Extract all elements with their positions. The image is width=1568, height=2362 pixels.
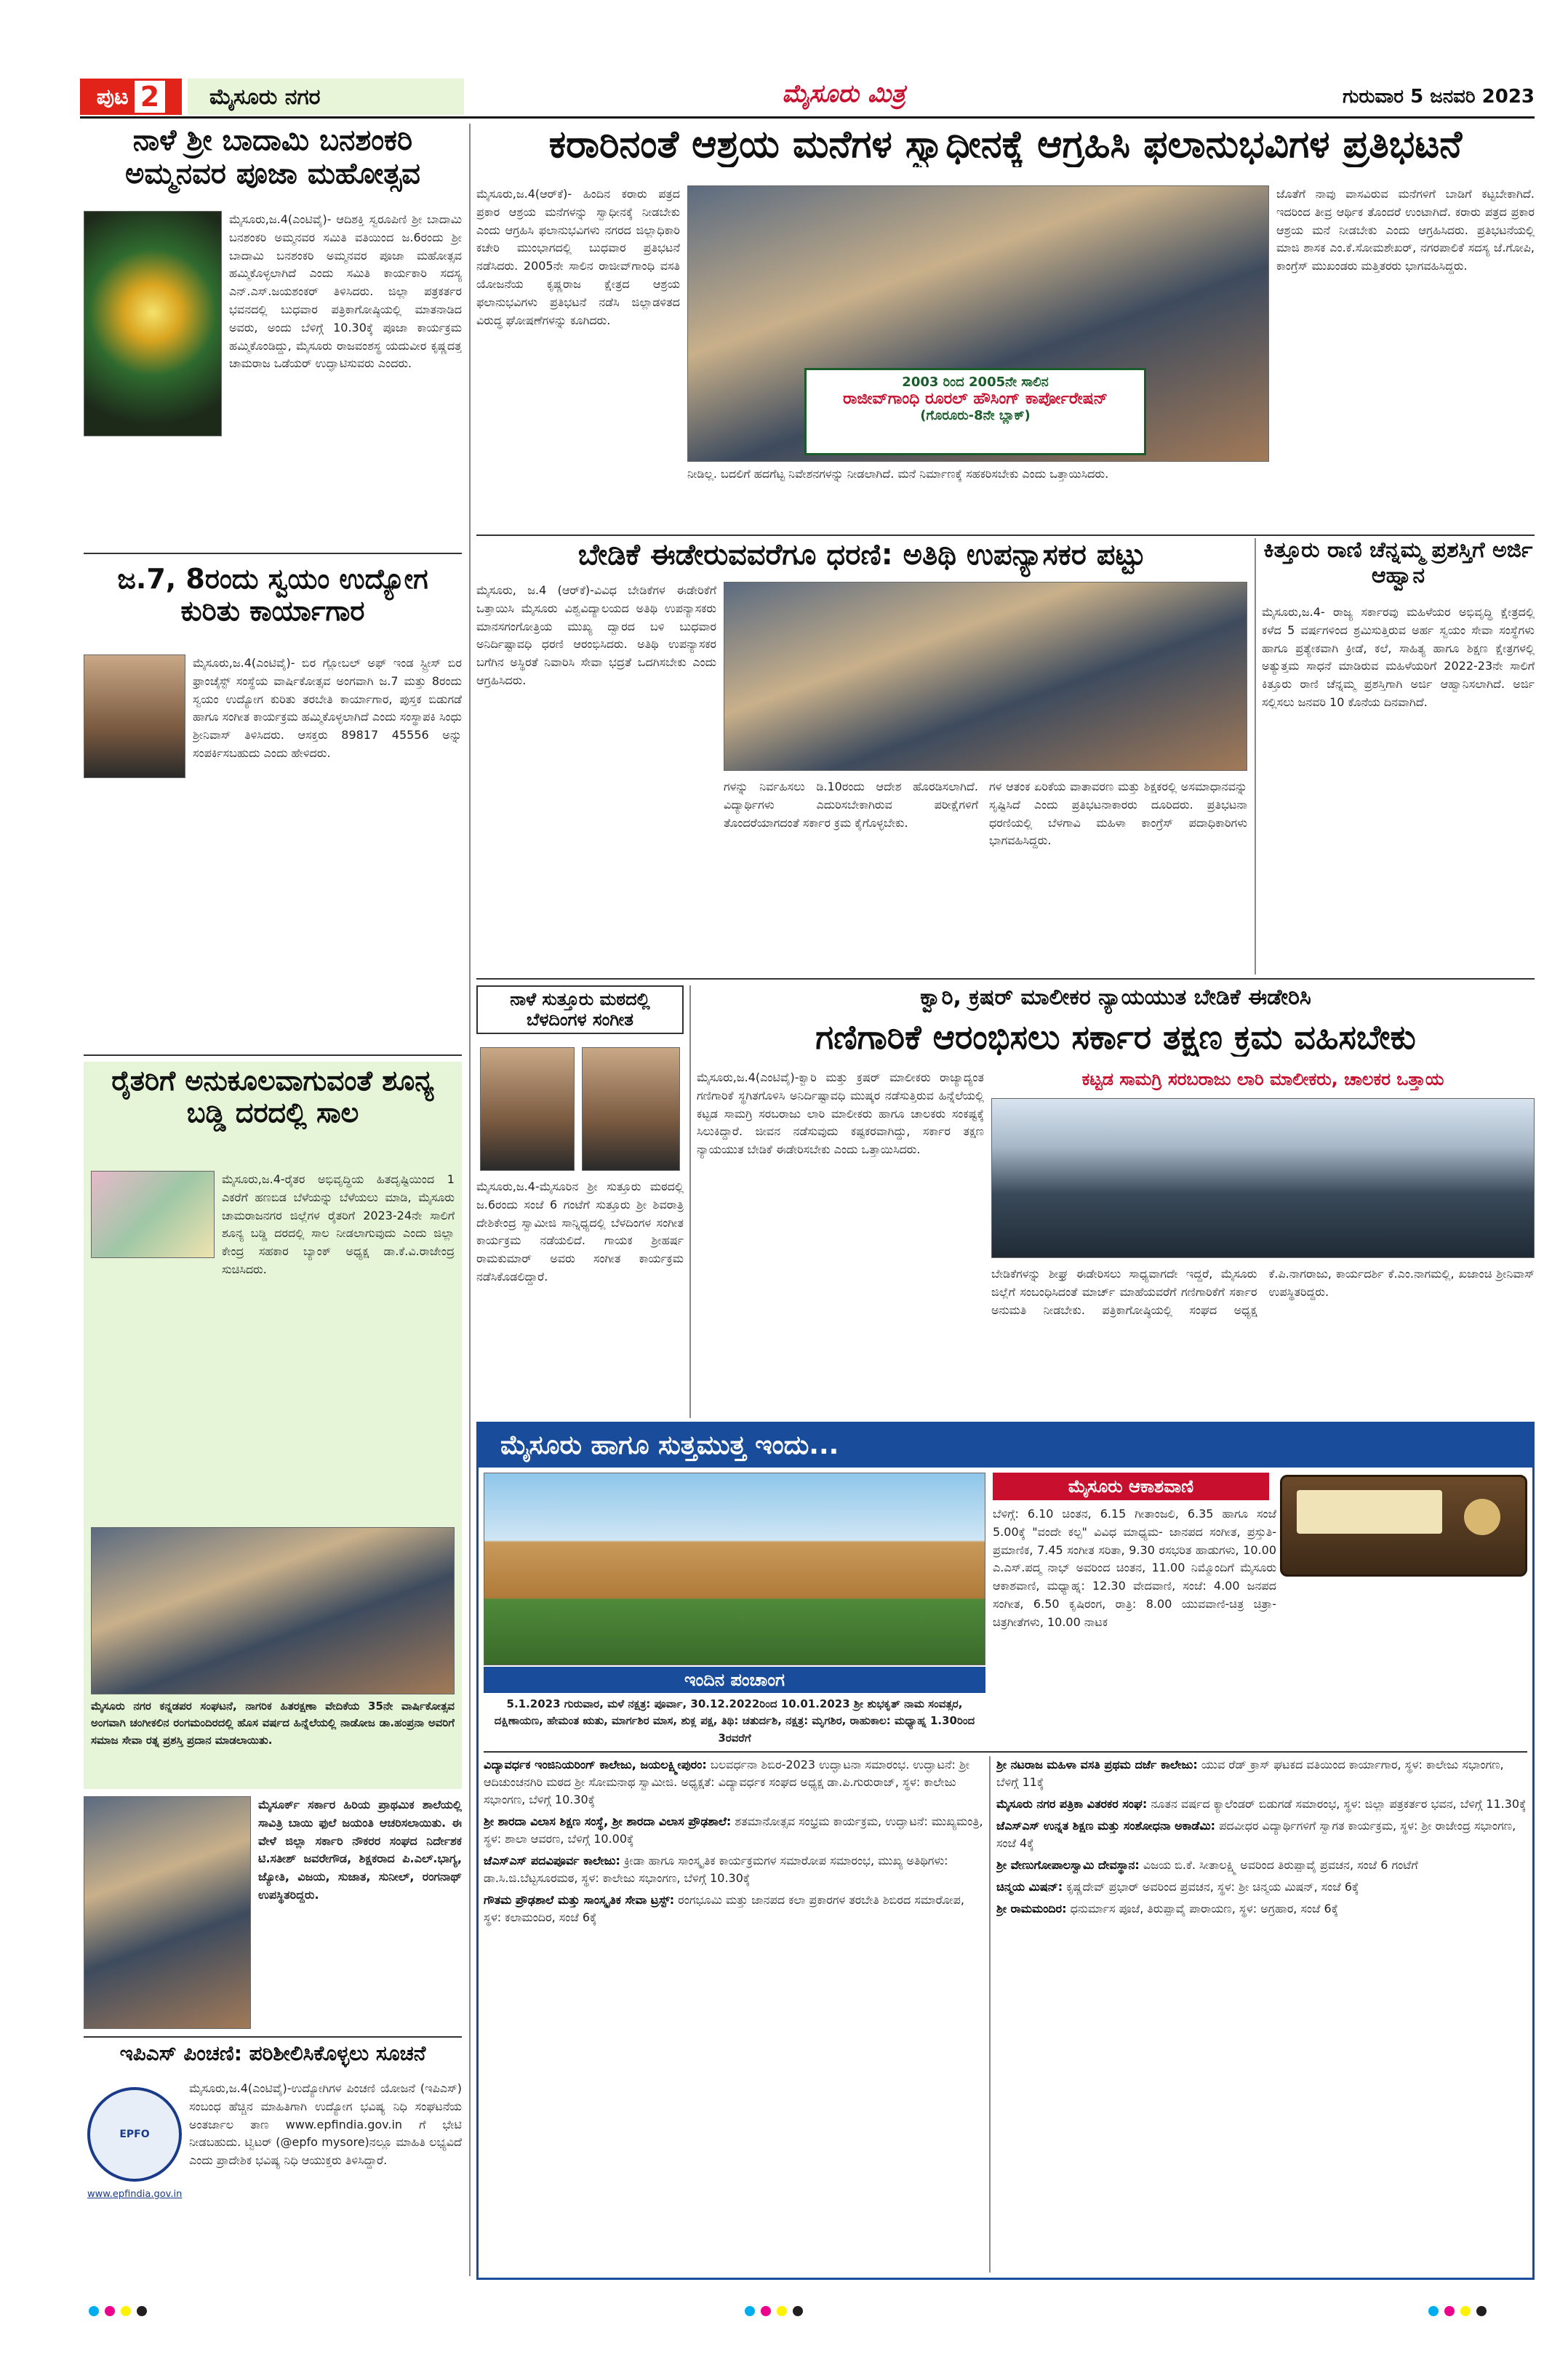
list-item	[484, 1891, 985, 1926]
event-text: ಪದವೀಧರ ವಿದ್ಯಾರ್ಥಿಗಳಿಗೆ ಸ್ವಾಗತ ಕಾರ್ಯಕ್ರಮ, ಸ್ಥಳ: ಶ್ರೀ ರಾಜೇಂದ್ರ ಸಭಾಂಗಣ, ಸಂಜೆ 4ಕ್ಕೆ	[996, 1819, 1516, 1850]
column-divider	[689, 985, 691, 1418]
registration-dot-icon	[105, 2306, 115, 2316]
column-divider	[1255, 538, 1256, 974]
quarry-subhead: ಕಟ್ಟಡ ಸಾಮಗ್ರಿ ಸರಬರಾಜು ಲಾರಿ ಮಾಲೀಕರು, ಚಾಲಕರ ಒತ್ತಾಯ	[1081, 1069, 1444, 1089]
event-title: ಶ್ರೀ ರಾಮಮಂದಿರ:	[996, 1902, 1067, 1915]
banner-line-3: (ಗೊರೂರು-8ನೇ ಬ್ಲಾಕ್)	[920, 408, 1031, 423]
pooja-body: ಮೈಸೂರು,ಜ.4(ಎಂಟಿವೈ)- ಆದಿಶಕ್ತಿ ಸ್ವರೂಪಿಣಿ ಶ್ರೀ ಬಾದಾಮಿ ಬನಶಂಕರಿ ಅಮ್ಮನವರ ಸಮಿತಿ ವತಿಯಿಂದ ಜ.6ರಂದು ಶ್ರೀ ಬಾದಾಮಿ ಬನಶಂಕರಿ ಅಮ್ಮನವರ ಪೂಜಾ ಮಹೋತ್ಸವ ಹಮ್ಮಿಕೊಳ್ಳಲಾಗಿದೆ ಎಂದು ಸಮಿತಿ ಕಾರ್ಯಕಾರಿ ಸದಸ್ಯ ಎನ್.ಎಸ್.ಜಯಶಂಕರ್ ತಿಳಿಸಿದರು. ಜಿಲ್ಲಾ ಪತ್ರಕರ್ತರ ಭವನದಲ್ಲಿ ಬುಧವಾರ ಪತ್ರಿಕಾಗೋಷ್ಠಿಯಲ್ಲಿ ಮಾತನಾಡಿದ ಅವರು, ಅಂದು ಬೆಳಿಗ್ಗೆ 10.30ಕ್ಕೆ ಪೂಜಾ ಕಾರ್ಯಕ್ರಮ ಹಮ್ಮಿಕೊಂಡಿದ್ದು, ಮೈಸೂರು ರಾಜವಂಶಸ್ಥ ಯದುವೀರ ಕೃಷ್ಣದತ್ತ ಚಾಮರಾಜ ಒಡೆಯರ್ ಉದ್ಘಾಟಿಸುವರು ಎಂದರು.	[229, 212, 462, 371]
event-title: ಶ್ರೀ ವೇಣುಗೋಪಾಲಸ್ವಾಮಿ ದೇವಸ್ಥಾನ:	[996, 1858, 1140, 1872]
dateline: ಗುರುವಾರ 5 ಜನವರಿ 2023	[1343, 85, 1535, 108]
event-text: ನೂತನ ವರ್ಷದ ಕ್ಯಾಲೆಂಡರ್ ಬಿಡುಗಡೆ ಸಮಾರಂಭ, ಸ್ಥಳ: ಜಿಲ್ಲಾ ಪತ್ರಕರ್ತರ ಭವನ, ಬೆಳಿಗ್ಗೆ 11.30ಕ್ಕೆ	[1151, 1797, 1527, 1811]
divider	[84, 1054, 462, 1056]
radio-dial	[1297, 1490, 1442, 1534]
registration-dot-icon	[793, 2306, 803, 2316]
banner-line-2: ರಾಜೀವ್‌ಗಾಂಧಿ ರೂರಲ್ ಹೌಸಿಂಗ್ ಕಾರ್ಪೋರೇಷನ್	[842, 390, 1108, 408]
epfo-logo-text: EPFO	[119, 2129, 150, 2140]
music-singer-photo-1	[480, 1047, 575, 1171]
divider	[476, 978, 1535, 980]
today-title: ಮೈಸೂರು ಹಾಗೂ ಸುತ್ತಮುತ್ತ ಇಂದು...	[479, 1424, 1532, 1468]
epfo-logo-icon	[87, 2087, 182, 2182]
divider	[484, 1751, 1527, 1753]
events-right-list	[996, 1756, 1527, 2273]
event-text: ರಂಗಭೂಮಿ ಮತ್ತು ಜಾನಪದ ಕಲಾ ಪ್ರಕಾರಗಳ ತರಬೇತಿ ಶಿಬಿರದ ಸಮಾರೋಪ, ಸ್ಥಳ: ಕಲಾಮಂದಿರ, ಸಂಜೆ 6ಕ್ಕೆ	[484, 1893, 964, 1924]
registration-marks-right	[1425, 2305, 1489, 2319]
page-label: ಪುಟ	[96, 84, 129, 110]
epf-headline: ಇಪಿಎಸ್ ಪಿಂಚಣಿ: ಪರಿಶೀಲಿಸಿಕೊಳ್ಳಲು ಸೂಚನೆ	[119, 2041, 426, 2065]
registration-dot-icon	[121, 2306, 131, 2316]
panchanga-text: 5.1.2023 ಗುರುವಾರ, ಮಳೆ ನಕ್ಷತ್ರ: ಪೂರ್ವಾ, 30.12.2022ರಿಂದ 10.01.2023 ಶ್ರೀ ಶುಭಕೃತ್ ನಾಮ ಸಂವತ್ಸರ, ದಕ್ಷಿಣಾಯಣ, ಹೇಮಂತ ಋತು, ಮಾರ್ಗಶಿರ ಮಾಸ, ಶುಕ್ಲ ಪಕ್ಷ, ತಿಥಿ: ಚತುರ್ದಶಿ, ನಕ್ಷತ್ರ: ಮೃಗಶಿರ, ರಾಹುಕಾಲ: ಮಧ್ಯಾಹ್ನ 1.30ರಿಂದ 3ರವರೆಗೆ	[494, 1697, 975, 1745]
section-name: ಮೈಸೂರು ನಗರ	[188, 79, 464, 115]
lead-headline: ಕರಾರಿನಂತೆ ಆಶ್ರಯ ಮನೆಗಳ ಸ್ವಾಧೀನಕ್ಕೆ ಆಗ್ರಹಿಸಿ ಫಲಾನುಭವಿಗಳ ಪ್ರತಿಭಟನೆ	[548, 124, 1463, 167]
list-item	[484, 1756, 985, 1809]
list-item	[484, 1813, 985, 1848]
music-headline: ನಾಳೆ ಸುತ್ತೂರು ಮಠದಲ್ಲಿ ಬೆಳದಿಂಗಳ ಸಂಗೀತ	[476, 985, 684, 1034]
event-text: ಕೃಷ್ಣದೇವ್ ಪ್ರಭಾರ್ ಅವರಿಂದ ಪ್ರವಚನ, ಸ್ಥಳ: ಶ್ರೀ ಚಿನ್ಮಯ ಮಿಷನ್, ಸಂಜೆ 6ಕ್ಕೆ	[1066, 1880, 1359, 1894]
column-divider	[469, 124, 471, 2276]
event-title: ಚಿನ್ಮಯ ಮಿಷನ್:	[996, 1880, 1063, 1894]
registration-dot-icon	[745, 2306, 755, 2316]
registration-dot-icon	[89, 2306, 99, 2316]
quarry-kicker: ಕ್ವಾರಿ, ಕ್ರಷರ್ ಮಾಲೀಕರ ನ್ಯಾಯಯುತ ಬೇಡಿಕೆ ಈಡೇರಿಸಿ	[920, 985, 1311, 1010]
guest-body-mid: ಗಳನ್ನು ನಿರ್ವಹಿಸಲು ಡಿ.10ರಂದು ಆದೇಶ ಹೊರಡಿಸಲಾಗಿದೆ. ವಿದ್ಯಾರ್ಥಿಗಳು ಎದುರಿಸಬೇಕಾಗಿರುವ ಪರೀಕ್ಷೆಗಳಿಗೆ ತೊಂದರೆಯಾಗದಂತೆ ಸರ್ಕಾರ ಕ್ರಮ ಕೈಗೊಳ್ಳಬೇಕು.	[724, 780, 978, 830]
lead-body-right: ಜೊತೆಗೆ ನಾವು ವಾಸವಿರುವ ಮನೆಗಳಿಗೆ ಬಾಡಿಗೆ ಕಟ್ಟಬೇಕಾಗಿದೆ. ಇದರಿಂದ ತೀವ್ರ ಆರ್ಥಿಕ ತೊಂದರೆ ಉಂಟಾಗಿದೆ. ಕರಾರು ಪತ್ರದ ಪ್ರಕಾರ ಆಶ್ರಯ ಮನೆ ನೀಡಬೇಕು ಎಂದು ಆಗ್ರಹಿಸಿದರು. ಪ್ರತಿಭಟನೆಯಲ್ಲಿ ಮಾಜಿ ಶಾಸಕ ಎಂ.ಕೆ.ಸೋಮಶೇಖರ್, ನಗರಪಾಲಿಕೆ ಸದಸ್ಯ ಜೆ.ಗೋಪಿ, ಕಾಂಗ್ರೆಸ್ ಮುಖಂಡರು ಮತ್ತಿತರರು ಭಾಗವಹಿಸಿದ್ದರು.	[1276, 187, 1535, 273]
masthead-rule	[80, 116, 1535, 119]
event-title: ಮೈಸೂರು ನಗರ ಪತ್ರಿಕಾ ವಿತರಕರ ಸಂಘ:	[996, 1797, 1148, 1811]
school-event-photo	[84, 1796, 251, 2029]
quarry-body-left: ಮೈಸೂರು,ಜ.4(ಎಂಟಿವೈ)-ಕ್ವಾರಿ ಮತ್ತು ಕ್ರಷರ್ ಮಾಲೀಕರು ರಾಜ್ಯಾದ್ಯಂತ ಗಣಿಗಾರಿಕೆ ಸ್ಥಗಿತಗೊಳಿಸಿ ಅನಿರ್ದಿಷ್ಟಾವಧಿ ಮುಷ್ಕರ ನಡೆಸುತ್ತಿರುವ ಹಿನ್ನೆಲೆಯಲ್ಲಿ ಕಟ್ಟಡ ಸಾಮಗ್ರಿ ಸರಬರಾಜು ಲಾರಿ ಮಾಲೀಕರು ಹಾಗೂ ಚಾಲಕರು ಸಂಕಷ್ಟಕ್ಕೆ ಸಿಲುಕಿದ್ದಾರೆ. ಜೀವನ ನಡೆಸುವುದು ಕಷ್ಟಕರವಾಗಿದ್ದು, ಸರ್ಕಾರ ತಕ್ಷಣ ನ್ಯಾಯಯುತ ಬೇಡಿಕೆ ಈಡೇರಿಸಬೇಕು ಎಂದು ಒತ್ತಾಯಿಸಿದರು.	[697, 1070, 984, 1157]
quarry-headline: ಗಣಿಗಾರಿಕೆ ಆರಂಭಿಸಲು ಸರ್ಕಾರ ತಕ್ಷಣ ಕ್ರಮ ವಹಿಸಬೇಕು	[815, 1018, 1416, 1057]
event-text: ವಿಜಯ ಬಿ.ಕೆ. ಸೀತಾಲಕ್ಷ್ಮಿ ಅವರಿಂದ ತಿರುಪ್ಪಾವೈ ಪ್ರವಚನ, ಸಂಜೆ 6 ಗಂಟೆಗೆ	[1143, 1858, 1418, 1872]
registration-dot-icon	[137, 2306, 147, 2316]
loan-headline: ರೈತರಿಗೆ ಅನುಕೂಲವಾಗುವಂತೆ ಶೂನ್ಯ ಬಡ್ಡಿ ದರದಲ್ಲಿ ಸಾಲ	[111, 1065, 434, 1129]
workshop-headline: ಜ.7, 8ರಂದು ಸ್ವಯಂ ಉದ್ಯೋಗ ಕುರಿತು ಕಾರ್ಯಾಗಾರ	[117, 563, 428, 627]
list-item	[996, 1857, 1527, 1874]
guest-headline: ಬೇಡಿಕೆ ಈಡೇರುವವರೆಗೂ ಧರಣಿ: ಅತಿಥಿ ಉಪನ್ಯಾಸಕರ ಪಟ್ಟು	[577, 538, 1146, 572]
list-item	[996, 1900, 1527, 1918]
event-text: ಧನುರ್ಮಾಸ ಪೂಜೆ, ತಿರುಪ್ಪಾವೈ ಪಾರಾಯಣ, ಸ್ಥಳ: ಅಗ್ರಹಾರ, ಸಂಜೆ 6ಕ್ಕೆ	[1070, 1902, 1339, 1915]
registration-dot-icon	[1460, 2306, 1471, 2316]
pooja-headline: ನಾಳೆ ಶ್ರೀ ಬಾದಾಮಿ ಬನಶಂಕರಿ ಅಮ್ಮನವರ ಪೂಜಾ ಮಹೋತ್ಸವ	[125, 124, 420, 191]
registration-dot-icon	[1476, 2306, 1487, 2316]
music-body: ಮೈಸೂರು,ಜ.4-ಮೈಸೂರಿನ ಶ್ರೀ ಸುತ್ತೂರು ಮಠದಲ್ಲಿ ಜ.6ರಂದು ಸಂಜೆ 6 ಗಂಟೆಗೆ ಸುತ್ತೂರು ಶ್ರೀ ಶಿವರಾತ್ರಿ ದೇಶಿಕೇಂದ್ರ ಸ್ವಾಮೀಜಿ ಸಾನ್ನಿಧ್ಯದಲ್ಲಿ ಬೆಳದಿಂಗಳ ಸಂಗೀತ ಕಾರ್ಯಕ್ರಮ ನಡೆಯಲಿದೆ. ಗಾಯಕ ಶ್ರೀಹರ್ಷ ರಾಮಕುಮಾರ್ ಅವರು ಸಂಗೀತ ಕಾರ್ಯಕ್ರಮ ನಡೆಸಿಕೊಡಲಿದ್ದಾರೆ.	[476, 1180, 684, 1284]
list-item	[996, 1878, 1527, 1896]
radio-icon	[1280, 1475, 1527, 1577]
loan-caption: ಮೈಸೂರು ನಗರ ಕನ್ನಡಪರ ಸಂಘಟನೆ, ನಾಗರಿಕ ಹಿತರಕ್ಷಣಾ ವೇದಿಕೆಯ 35ನೇ ವಾರ್ಷಿಕೋತ್ಸವ ಅಂಗವಾಗಿ ಚಂಗೀಕಲಿನ ರಂಗಮಂದಿರದಲ್ಲಿ ಹೊಸ ವರ್ಷದ ಹಿನ್ನೆಲೆಯಲ್ಲಿ ನಾಡೋಜ ಡಾ.ಹಂಪ್ರನಾ ಅವರಿಗೆ ಸಮಾಜ ಸೇವಾ ರತ್ನ ಪ್ರಶಸ್ತಿ ಪ್ರದಾನ ಮಾಡಲಾಯಿತು.	[91, 1700, 455, 1747]
event-title: ಜೆಎಸ್‌ಎಸ್ ಪದವಿಪೂರ್ವ ಕಾಲೇಜು:	[484, 1854, 620, 1867]
guest-body-left: ಮೈಸೂರು, ಜ.4 (ಆರ್‌ಕೆ)-ವಿವಿಧ ಬೇಡಿಕೆಗಳ ಈಡೇರಿಕೆಗೆ ಒತ್ತಾಯಿಸಿ ಮೈಸೂರು ವಿಶ್ವವಿದ್ಯಾಲಯದ ಅತಿಥಿ ಉಪನ್ಯಾಸಕರು ಮಾನಸಗಂಗೋತ್ರಿಯ ಮುಖ್ಯ ದ್ವಾರದ ಬಳಿ ಬುಧವಾರ ಅನಿರ್ದಿಷ್ಟಾವಧಿ ಧರಣಿ ಆರಂಭಿಸಿದರು. ಅತಿಥಿ ಉಪನ್ಯಾಸಕರ ಬಗೆಗಿನ ಅಸ್ಥಿರತೆ ನಿವಾರಿಸಿ ಸೇವಾ ಭದ್ರತೆ ಒದಗಿಸಬೇಕು ಎಂದು ಆಗ್ರಹಿಸಿದರು.	[476, 583, 716, 687]
school-event-caption: ಮೈಸೂರ್ಕ್ ಸರ್ಕಾರ ಹಿರಿಯ ಪ್ರಾಥಮಿಕ ಶಾಲೆಯಲ್ಲಿ ಸಾವಿತ್ರಿ ಬಾಯಿ ಫುಲೆ ಜಯಂತಿ ಆಚರಿಸಲಾಯಿತು. ಈ ವೇಳೆ ಜಿಲ್ಲಾ ಸರ್ಕಾರಿ ನೌಕರರ ಸಂಘದ ನಿರ್ದೇಶಕ ಟಿ.ಸತೀಶ್ ಜವರೇಗೌಡ, ಶಿಕ್ಷಕರಾದ ಪಿ.ಎಲ್.ಭಾಗ್ಯ, ಜ್ಯೋತಿ, ವಿಜಯ, ಸುಜಾತ, ಸುನೀಲ್, ರಂಗನಾಥ್ ಉಪಸ್ಥಿತರಿದ್ದರು.	[258, 1798, 462, 1902]
event-title: ಶ್ರೀ ಶಾರದಾ ವಿಲಾಸ ಶಿಕ್ಷಣ ಸಂಸ್ಥೆ, ಶ್ರೀ ಶಾರದಾ ವಿಲಾಸ ಪ್ರೌಢಶಾಲೆ:	[484, 1814, 732, 1828]
list-item	[996, 1795, 1527, 1813]
list-item	[996, 1756, 1527, 1791]
event-text: ಯುವ ರೆಡ್ ಕ್ರಾಸ್ ಘಟಕದ ವತಿಯಿಂದ ಕಾರ್ಯಾಗಾರ, ಸ್ಥಳ: ಕಾಲೇಜು ಸಭಾಂಗಣ, ಬೆಳಿಗ್ಗೆ 11ಕ್ಕೆ	[996, 1758, 1504, 1789]
page-number: 2	[135, 81, 165, 113]
quarry-body-right: ಬೇಡಿಕೆಗಳನ್ನು ಶೀಘ್ರ ಈಡೇರಿಸಲು ಸಾಧ್ಯವಾಗದೇ ಇದ್ದರೆ, ಮೈಸೂರು ಜಿಲ್ಲೆಗೆ ಸಂಬಂಧಿಸಿದಂತೆ ಮಾರ್ಚ್ ಮಾಹೆಯವರೆಗೆ ಗಣಿಗಾರಿಕೆಗೆ ಸರ್ಕಾರ ಅನುಮತಿ ನೀಡಬೇಕು. ಪತ್ರಿಕಾಗೋಷ್ಠಿಯಲ್ಲಿ ಸಂಘದ ಅಧ್ಯಕ್ಷ ಕೆ.ಪಿ.ನಾಗರಾಜು, ಕಾರ್ಯದರ್ಶಿ ಕೆ.ಎಂ.ನಾಗಮಲ್ಲಿ, ಖಜಾಂಚಿ ಶ್ರೀನಿವಾಸ್ ಉಪಸ್ಥಿತರಿದ್ದರು.	[991, 1267, 1535, 1317]
column-divider	[989, 1756, 991, 2273]
event-text: ಕ್ರೀಡಾ ಹಾಗೂ ಸಾಂಸ್ಕೃತಿಕ ಕಾರ್ಯಕ್ರಮಗಳ ಸಮಾರೋಪ ಸಮಾರಂಭ, ಮುಖ್ಯ ಅತಿಥಿಗಳು: ಡಾ.ಸಿ.ಜಿ.ಬೆಟ್ಟಸೂರಮಠ, ಸ್ಥಳ: ಕಾಲೇಜು ಸಭಾಂಗಣ, ಬೆಳಿಗ್ಗೆ 10.30ಕ್ಕೆ	[484, 1854, 948, 1885]
radio-knob-icon	[1464, 1499, 1500, 1535]
radio-text: ಬೆಳಿಗ್ಗೆ: 6.10 ಚಿಂತನ, 6.15 ಗೀತಾಂಜಲಿ, 6.35 ಹಾಗೂ ಸಂಜೆ 5.00ಕ್ಕೆ "ವಂದೇ ಕಲ್ಪ" ವಿವಿಧ ಮಾಧ್ಯಮ- ಜಾನಪದ ಸಂಗೀತ, ಪ್ರಸ್ತುತಿ-ಪ್ರಮಾಣಿಕ, 7.45 ಸಂಗೀತ ಸರಿತಾ, 9.30 ರಸಭರಿತ ಹಾಡುಗಳು, 10.00 ಎ.ಎಸ್.ಪದ್ಮ ನಾಭ್ ಅವರಿಂದ ಚಿಂತನ, 11.00 ನಿಮ್ಮೊಂದಿಗೆ ಮೈಸೂರು ಆಕಾಶವಾಣಿ, ಮಧ್ಯಾಹ್ನ: 12.30 ವೇದವಾಣಿ, ಸಂಜೆ: 4.00 ಜನಪದ ಸಂಗೀತ, 6.50 ಕೃಷಿರಂಗ, ರಾತ್ರಿ: 8.00 ಯುವವಾಣಿ-ಚಿತ್ರ ಚಿತ್ರಾ-ಚಿತ್ರಗೀತೆಗಳು, 10.00 ನಾಟಕ	[993, 1507, 1276, 1629]
registration-marks-center	[742, 2305, 806, 2319]
quarry-press-photo	[991, 1098, 1535, 1258]
event-title: ಗೌತಮ ಪ್ರೌಢಶಾಲೆ ಮತ್ತು ಸಾಂಸ್ಕೃತಿಕ ಸೇವಾ ಟ್ರಸ್ಟ್:	[484, 1893, 675, 1907]
registration-dot-icon	[777, 2306, 787, 2316]
registration-dot-icon	[761, 2306, 771, 2316]
event-title: ಜೆಎಸ್‌ಎಸ್ ಉನ್ನತ ಶಿಕ್ಷಣ ಮತ್ತು ಸಂಶೋಧನಾ ಅಕಾಡೆಮಿ:	[996, 1819, 1216, 1833]
kittur-body: ಮೈಸೂರು,ಜ.4- ರಾಜ್ಯ ಸರ್ಕಾರವು ಮಹಿಳೆಯರ ಅಭಿವೃದ್ಧಿ ಕ್ಷೇತ್ರದಲ್ಲಿ ಕಳೆದ 5 ವರ್ಷಗಳಿಂದ ಶ್ರಮಿಸುತ್ತಿರುವ ಅರ್ಹ ಸ್ವಯಂ ಸೇವಾ ಸಂಸ್ಥೆಗಳು ಹಾಗೂ ಪ್ರತ್ಯೇಕವಾಗಿ ಕ್ರೀಡೆ, ಕಲೆ, ಸಾಹಿತ್ಯ ಹಾಗೂ ಶಿಕ್ಷಣ ಕ್ಷೇತ್ರಗಳಲ್ಲಿ ಅತ್ಯುತ್ತಮ ಸಾಧನೆ ಮಾಡಿರುವ ಮಹಿಳೆಯರಿಗೆ 2022-23ನೇ ಸಾಲಿಗೆ ಕಿತ್ತೂರು ರಾಣಿ ಚೆನ್ನಮ್ಮ ಪ್ರಶಸ್ತಿಗಾಗಿ ಅರ್ಜಿ ಆಹ್ವಾನಿಸಲಾಗಿದೆ. ಅರ್ಜಿ ಸಲ್ಲಿಸಲು ಜನವರಿ 10 ಕೊನೆಯ ದಿನವಾಗಿದೆ.	[1262, 605, 1535, 709]
paper-name: ಮೈಸೂರು ಮಿತ್ರ	[782, 79, 905, 108]
kittur-headline: ಕಿತ್ತೂರು ರಾಣಿ ಚೆನ್ನಮ್ಮ ಪ್ರಶಸ್ತಿಗೆ ಅರ್ಜಿ ಆಹ್ವಾನ	[1263, 537, 1533, 588]
banner-line-1: 2003 ರಿಂದ 2005ನೇ ಸಾಲಿನ	[902, 375, 1049, 390]
event-title: ಶ್ರೀ ನಟರಾಜ ಮಹಿಳಾ ವಸತಿ ಪ್ರಥಮ ದರ್ಜೆ ಕಾಲೇಜು:	[996, 1758, 1198, 1772]
epf-body: ಮೈಸೂರು,ಜ.4(ಎಂಟಿವೈ)-ಉದ್ಯೋಗಿಗಳ ಪಿಂಚಣಿ ಯೋಜನೆ (ಇಪಿಎಸ್) ಸಂಬಂಧ ಹೆಚ್ಚಿನ ಮಾಹಿತಿಗಾಗಿ ಉದ್ಯೋಗ ಭವಿಷ್ಯ ನಿಧಿ ಸಂಘಟನೆಯ ಅಂತರ್ಜಾಲ ತಾಣ www.epfindia.gov.in ಗೆ ಭೇಟಿ ನೀಡಬಹುದು. ಟ್ವಿಟರ್ (@epfo mysore)ನಲ್ಲೂ ಮಾಹಿತಿ ಲಭ್ಯವಿದೆ ಎಂದು ಪ್ರಾದೇಶಿಕ ಭವಿಷ್ಯ ನಿಧಿ ಆಯುಕ್ತರು ತಿಳಿಸಿದ್ದಾರೆ.	[189, 2081, 462, 2168]
event-text: ಬಲವರ್ಧನಾ ಶಿಬಿರ-2023 ಉದ್ಘಾಟನಾ ಸಮಾರಂಭ. ಉದ್ಘಾಟನೆ: ಶ್ರೀ ಆದಿಚುಂಚನಗಿರಿ ಮಠದ ಶ್ರೀ ಸೋಮನಾಥ ಸ್ವಾಮೀಜಿ. ಅಧ್ಯಕ್ಷತೆ: ವಿದ್ಯಾವರ್ಧಕ ಸಂಘದ ಅಧ್ಯಕ್ಷ ಡಾ.ಪಿ.ಗುರುರಾಜ್, ಸ್ಥಳ: ಕಾಲೇಜು ಸಭಾಂಗಣ, ಬೆಳಿಗ್ಗೆ 10.30ಕ್ಕೆ	[484, 1758, 970, 1806]
events-left-list	[484, 1756, 985, 2273]
page-number-box	[80, 79, 182, 115]
panchanga-title: ಇಂದಿನ ಪಂಚಾಂಗ	[484, 1667, 985, 1693]
guest-protest-photo	[724, 582, 1247, 771]
loan-award-photo	[91, 1527, 455, 1694]
loan-body: ಮೈಸೂರು,ಜ.4-ರೈತರ ಅಭಿವೃದ್ಧಿಯ ಹಿತದೃಷ್ಟಿಯಿಂದ 1 ಎಕರೆಗೆ ಹಣಬಿಡ ಬೆಳೆಯನ್ನು ಬೆಳೆಯಲು ಮಾಡಿ, ಮೈಸೂರು ಚಾಮರಾಜನಗರ ಜಿಲ್ಲೆಗಳ ರೈತರಿಗೆ 2023-24ನೇ ಸಾಲಿಗೆ ಶೂನ್ಯ ಬಡ್ಡಿ ದರದಲ್ಲಿ ಸಾಲ ನೀಡಲಾಗುವುದು ಎಂದು ಜಿಲ್ಲಾ ಕೇಂದ್ರ ಸಹಕಾರ ಬ್ಯಾಂಕ್ ಅಧ್ಯಕ್ಷ ಡಾ.ಕೆ.ವಿ.ರಾಜೇಂದ್ರ ಸುಚಿಸಿದರು.	[222, 1172, 455, 1276]
divider	[476, 535, 1535, 536]
mysore-palace-photo	[484, 1473, 985, 1665]
lead-body-left: ಮೈಸೂರು,ಜ.4(ಆರ್‌ಕೆ)- ಹಿಂದಿನ ಕರಾರು ಪತ್ರದ ಪ್ರಕಾರ ಆಶ್ರಯ ಮನೆಗಳನ್ನು ಸ್ವಾಧೀನಕ್ಕೆ ನೀಡಬೇಕು ಎಂದು ಆಗ್ರಹಿಸಿ ಫಲಾನುಭವಿಗಳು ನಗರದ ಜಿಲ್ಲಾಧಿಕಾರಿ ಕಚೇರಿ ಮುಂಭಾಗದಲ್ಲಿ ಬುಧವಾರ ಪ್ರತಿಭಟನೆ ನಡೆಸಿದರು. 2005ನೇ ಸಾಲಿನ ರಾಜೀವ್‌ಗಾಂಧಿ ವಸತಿ ಯೋಜನೆಯ ಕೃಷ್ಣರಾಜ ಕ್ಷೇತ್ರದ ಆಶ್ರಯ ಫಲಾನುಭವಿಗಳು ಪ್ರತಿಭಟನೆ ನಡೆಸಿ ಜಿಲ್ಲಾಡಳಿತದ ವಿರುದ್ಧ ಘೋಷಣೆಗಳನ್ನು ಕೂಗಿದರು.	[476, 187, 680, 327]
list-item	[484, 1852, 985, 1887]
guest-body-right: ಗಳ ಆತಂಕ ಏರಿಕೆಯ ವಾತಾವರಣ ಮತ್ತು ಶಿಕ್ಷಕರಲ್ಲಿ ಅಸಮಾಧಾನವನ್ನು ಸೃಷ್ಟಿಸಿದೆ ಎಂದು ಪ್ರತಿಭಟನಾಕಾರರು ದೂರಿದರು. ಪ್ರತಿಭಟನಾ ಧರಣಿಯಲ್ಲಿ ಬೆಳಗಾವಿ ಮಹಿಳಾ ಕಾಂಗ್ರೆಸ್ ಪದಾಧಿಕಾರಿಗಳು ಭಾಗವಹಿಸಿದ್ದರು.	[989, 780, 1247, 848]
pooja-photo	[84, 211, 222, 436]
music-singer-photo-2	[582, 1047, 680, 1171]
event-text: ಶತಮಾನೋತ್ಸವ ಸಂಭ್ರಮ ಕಾರ್ಯಕ್ರಮ, ಉದ್ಘಾಟನೆ: ಮುಖ್ಯಮಂತ್ರಿ, ಸ್ಥಳ: ಶಾಲಾ ಆವರಣ, ಬೆಳಿಗ್ಗೆ 10.00ಕ್ಕೆ	[484, 1814, 983, 1846]
workshop-photo	[84, 654, 185, 778]
lead-protest-photo	[687, 185, 1269, 462]
registration-marks-left	[86, 2305, 150, 2319]
epf-url-link[interactable]: www.epfindia.gov.in	[87, 2189, 183, 2200]
loan-currency-photo	[91, 1171, 215, 1258]
divider	[84, 2036, 462, 2038]
lead-body-mid: ನೀಡಿಲ್ಲ. ಬದಲಿಗೆ ಹದಗೆಟ್ಟ ನಿವೇಶನಗಳನ್ನು ನೀಡಲಾಗಿದೆ. ಮನೆ ನಿರ್ಮಾಣಕ್ಕೆ ಸಹಕರಿಸಬೇಕು ಎಂದು ಒತ್ತಾಯಿಸಿದರು.	[687, 467, 1109, 481]
registration-dot-icon	[1428, 2306, 1439, 2316]
workshop-body: ಮೈಸೂರು,ಜ.4(ಎಂಟಿವೈ)- ಬಿರ ಗ್ಲೋಬಲ್ ಅಫ್ ಇಂಡ ಸ್ಟ್ರೀಸ್ ಬಿರ ಫ್ರಾಂಚೈಸ್ಟ್ ಸಂಸ್ಥೆಯ ವಾರ್ಷಿಕೋತ್ಸವ ಅಂಗವಾಗಿ ಜ.7 ಮತ್ತು 8ರಂದು ಸ್ವಯಂ ಉದ್ಯೋಗ ಕುರಿತು ತರಬೇತಿ ಕಾರ್ಯಾಗಾರ, ಪುಸ್ತಕ ಬಿಡುಗಡೆ ಹಾಗೂ ಸಂಗೀತ ಕಾರ್ಯಕ್ರಮ ಹಮ್ಮಿಕೊಳ್ಳಲಾಗಿದೆ ಎಂದು ಸಂಸ್ಥಾಪಕಿ ಸಿಂಧು ಶ್ರೀನಿವಾಸ್ ತಿಳಿಸಿದರು. ಆಸಕ್ತರು 89817 45556 ಅನ್ನು ಸಂಪರ್ಕಿಸಬಹುದು ಎಂದು ಹೇಳಿದರು.	[193, 656, 462, 760]
list-item	[996, 1817, 1527, 1852]
registration-dot-icon	[1444, 2306, 1455, 2316]
event-title: ವಿದ್ಯಾವರ್ಧಕ ಇಂಜಿನಿಯರಿಂಗ್ ಕಾಲೇಜು, ಜಯಲಕ್ಷ್ಮೀಪುರಂ:	[484, 1758, 707, 1772]
radio-title: ಮೈಸೂರು ಆಕಾಶವಾಣಿ	[993, 1473, 1269, 1500]
divider	[84, 553, 462, 554]
lead-protest-banner	[804, 368, 1146, 455]
